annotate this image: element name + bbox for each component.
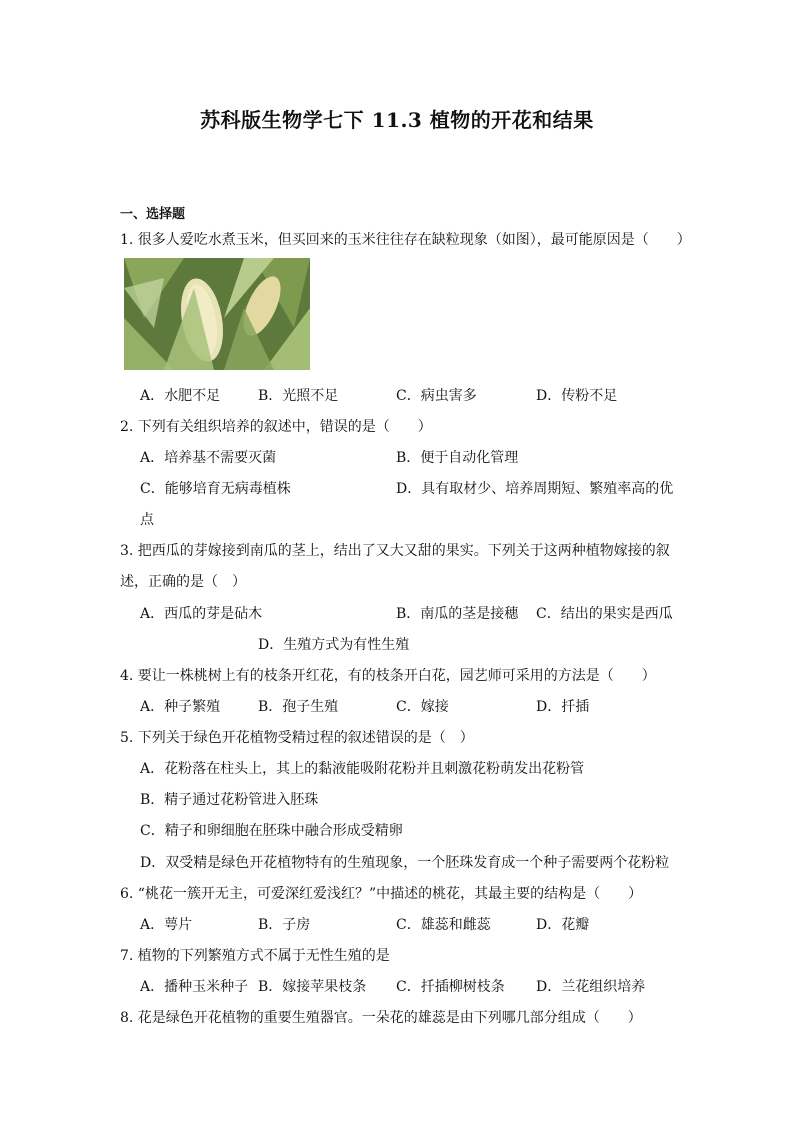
corn-photo bbox=[124, 258, 310, 370]
question-5-stem: 5. 下列关于绿色开花植物受精过程的叙述错误的是（ ） bbox=[120, 730, 474, 746]
q1-option-c: C．病虫害多 bbox=[396, 388, 477, 404]
q1-option-d: D．传粉不足 bbox=[536, 388, 618, 404]
q5-option-c: C．精子和卵细胞在胚珠中融合形成受精卵 bbox=[140, 823, 403, 839]
q3-option-a: A．西瓜的芽是砧木 bbox=[140, 606, 263, 622]
q6-option-d: D．花瓣 bbox=[536, 917, 590, 933]
question-2-stem: 2. 下列有关组织培养的叙述中，错误的是（ ） bbox=[120, 419, 432, 435]
q2-option-a: A．培养基不需要灭菌 bbox=[140, 450, 277, 466]
q2-option-c: C．能够培育无病毒植株 bbox=[140, 481, 291, 497]
q5-option-d: D．双受精是绿色开花植物特有的生殖现象，一个胚珠发育成一个种子需要两个花粉粒 bbox=[140, 855, 670, 871]
q2-option-d: D．具有取材少、培养周期短、繁殖率高的优 bbox=[396, 481, 674, 497]
question-4-stem: 4. 要让一株桃树上有的枝条开红花，有的枝条开白花，园艺师可采用的方法是（ ） bbox=[120, 668, 656, 684]
question-8-stem: 8. 花是绿色开花植物的重要生殖器官。一朵花的雄蕊是由下列哪几部分组成（ ） bbox=[120, 1010, 642, 1026]
q7-option-d: D．兰花组织培养 bbox=[536, 979, 646, 995]
section-heading: 一、选择题 bbox=[120, 207, 186, 222]
q7-option-b: B．嫁接苹果枝条 bbox=[258, 979, 367, 995]
q4-option-b: B．孢子生殖 bbox=[258, 699, 339, 715]
q7-option-a: A．播种玉米种子 bbox=[140, 979, 249, 995]
document-title: 苏科版生物学七下 11.3 植物的开花和结果 bbox=[200, 108, 594, 132]
q4-option-d: D．扦插 bbox=[536, 699, 590, 715]
q6-option-a: A．萼片 bbox=[140, 917, 193, 933]
question-6-stem: 6. “桃花一簇开无主，可爱深红爱浅红？”中描述的桃花，其最主要的结构是（ ） bbox=[120, 886, 643, 902]
q3-option-b: B．南瓜的茎是接穗 bbox=[396, 606, 519, 622]
q5-option-b: B．精子通过花粉管进入胚珠 bbox=[140, 792, 319, 808]
q4-option-a: A．种子繁殖 bbox=[140, 699, 221, 715]
q1-option-a: A．水肥不足 bbox=[140, 388, 221, 404]
q6-option-b: B．子房 bbox=[258, 917, 311, 933]
corn-illustration bbox=[124, 258, 310, 370]
question-3-stem-2: 述，正确的是（ ） bbox=[120, 574, 246, 590]
q5-option-a: A．花粉落在柱头上，其上的黏液能吸附花粉并且刺激花粉萌发出花粉管 bbox=[140, 761, 585, 777]
q1-option-b: B．光照不足 bbox=[258, 388, 339, 404]
question-7-stem: 7. 植物的下列繁殖方式不属于无性生殖的是 bbox=[120, 948, 390, 964]
q3-option-c: C．结出的果实是西瓜 bbox=[536, 606, 673, 622]
question-1-stem: 1. 很多人爱吃水煮玉米，但买回来的玉米往往存在缺粒现象（如图），最可能原因是（ ） bbox=[120, 232, 691, 248]
q4-option-c: C．嫁接 bbox=[396, 699, 449, 715]
q3-option-d: D．生殖方式为有性生殖 bbox=[258, 637, 410, 653]
q7-option-c: C．扦插柳树枝条 bbox=[396, 979, 505, 995]
q6-option-c: C．雄蕊和雌蕊 bbox=[396, 917, 491, 933]
q2-option-b: B．便于自动化管理 bbox=[396, 450, 519, 466]
q2-option-d-cont: 点 bbox=[140, 512, 154, 528]
question-3-stem-1: 3. 把西瓜的芽嫁接到南瓜的茎上，结出了又大又甜的果实。下列关于这两种植物嫁接的叙 bbox=[120, 543, 670, 559]
